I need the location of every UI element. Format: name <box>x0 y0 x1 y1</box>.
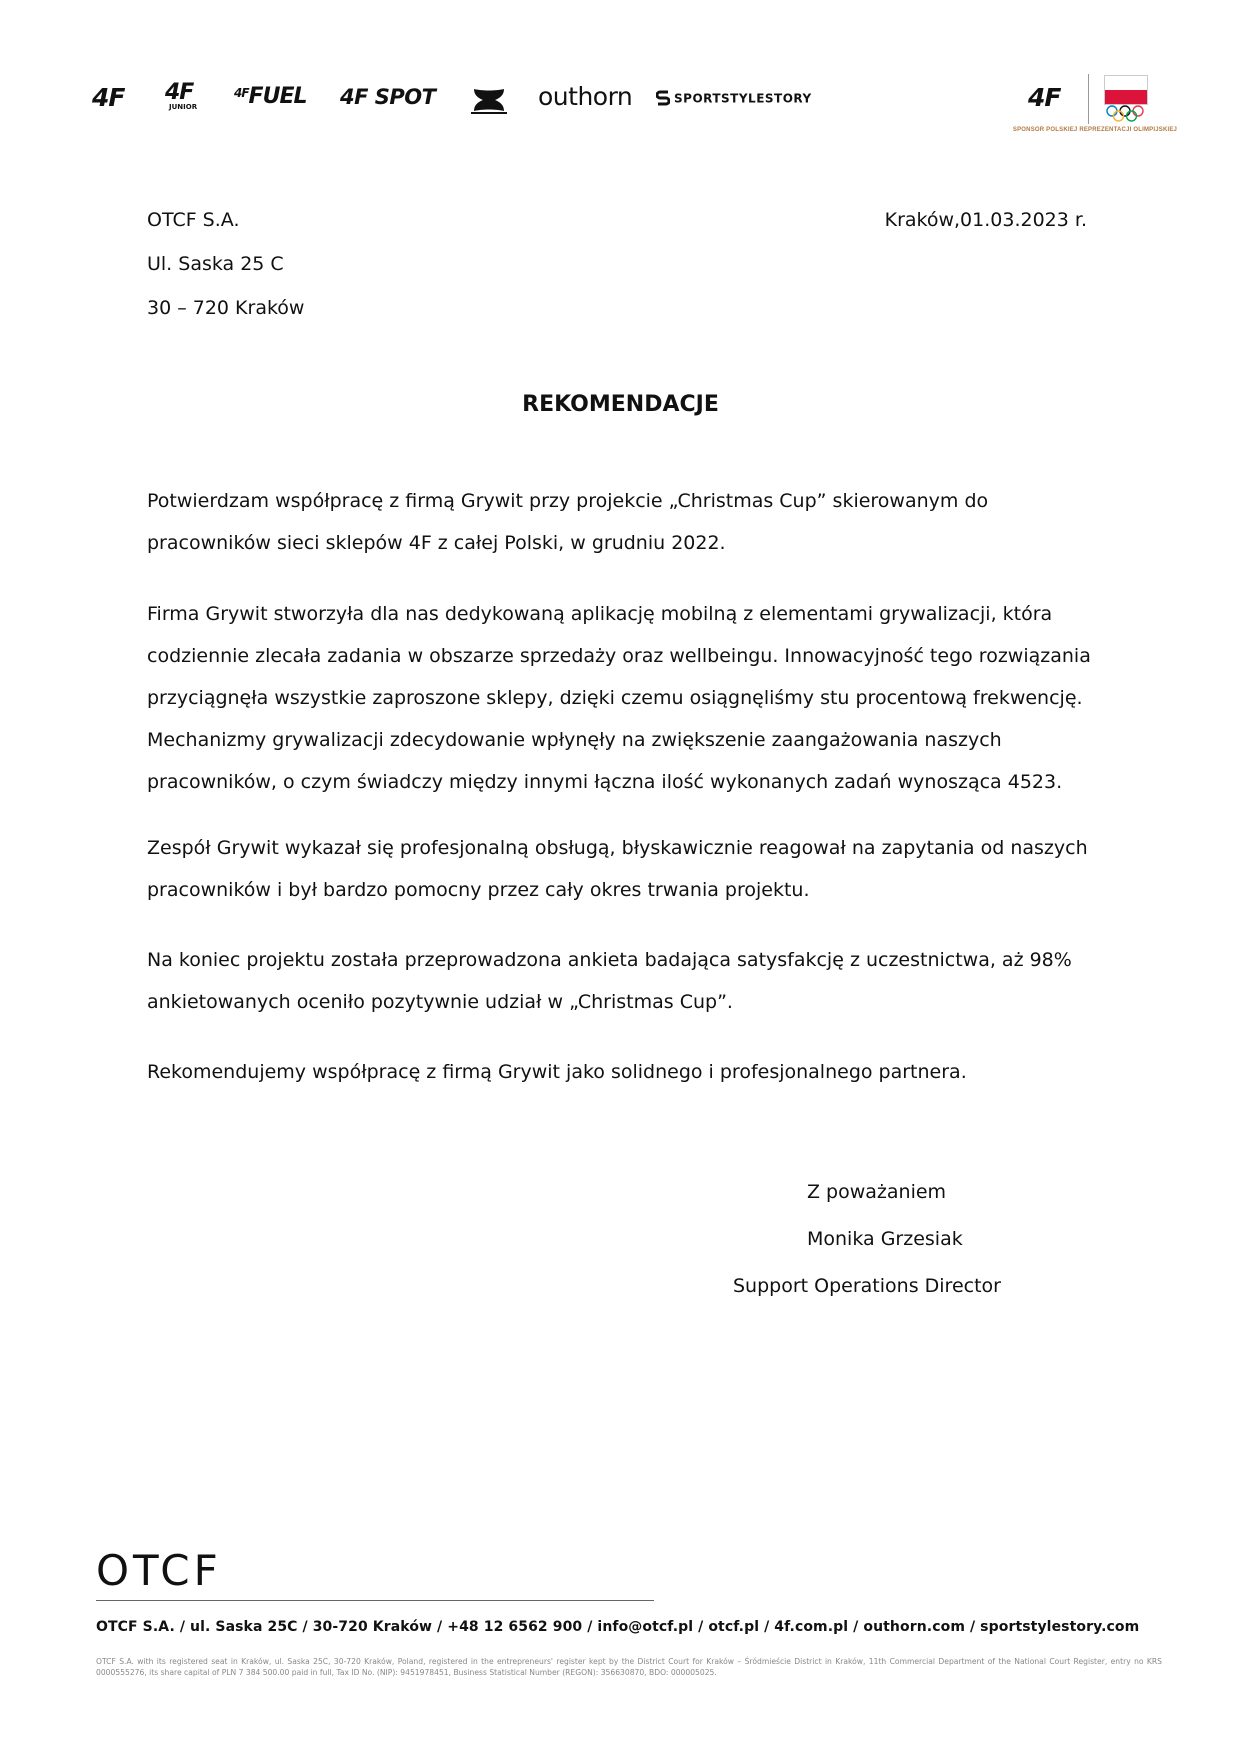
brand-logo-4f-fuel-word: FUEL <box>248 84 307 109</box>
paragraph-line: przyciągnęła wszystkie zaproszone sklepy, dzięki czemu osiągnęliśmy stu procentową frekwencję. <box>147 687 1083 709</box>
paragraph-line: codziennie zlecała zadania w obszarze sprzedaży oraz wellbeingu. Innowacyjność tego rozwiązania <box>147 645 1091 667</box>
closing-phrase: Z poważaniem <box>807 1181 947 1203</box>
paragraph-line: Zespół Grywit wykazał się profesjonalną obsługą, błyskawicznie reagował na zapytania od naszych <box>147 837 1088 859</box>
paragraph-line: pracowników i był bardzo pomocny przez cały okres trwania projektu. <box>147 879 810 901</box>
paragraph-line: pracowników, o czym świadczy między innymi łączna ilość wykonanych zadań wynosząca 4523. <box>147 771 1063 793</box>
paragraph-line: pracowników sieci sklepów 4F z całej Polski, w grudniu 2022. <box>147 532 726 554</box>
footer-divider <box>96 1600 654 1601</box>
signer-title: Support Operations Director <box>733 1275 1001 1297</box>
place-and-date: Kraków,01.03.2023 r. <box>884 209 1087 231</box>
paragraph-line: Rekomendujemy współpracę z firmą Grywit jako solidnego i profesjonalnego partnera. <box>147 1061 967 1083</box>
brand-logo-sportstylestory <box>656 90 812 108</box>
sponsor-caption: SPONSOR POLSKIEJ REPREZENTACJI OLIMPIJSKIEJ <box>1012 127 1178 133</box>
recipient-zip-city: 30 – 720 Kraków <box>147 297 305 319</box>
polish-flag-icon <box>1104 75 1148 105</box>
document-title: REKOMENDACJE <box>522 392 719 417</box>
brand-logo-4f-fuel <box>234 86 307 108</box>
olympic-rings-icon <box>1103 103 1147 125</box>
under-armour-logo-icon <box>468 85 510 115</box>
brand-logo-outhorn: outhorn <box>538 82 633 111</box>
recipient-company: OTCF S.A. <box>147 209 240 231</box>
brand-logo-4f: 4F <box>92 83 125 112</box>
brand-logo-4f-junior-mark: 4F <box>165 80 194 105</box>
footer-legal-text: OTCF S.A. with its registered seat in Kraków, ul. Saska 25C, 30-720 Kraków, Poland, registered in the entrepreneurs' register kept by the District Court for Kraków – Śródmieście District in Kraków, 11th Commercial Department of the National Court Register, entry no KRS 0000555276, its share capital of PLN 7 384 500.00 paid in full, Tax ID No. (NIP): 9451978451, Business Statistical Number (REGON): 356630870, BDO: 000005025. <box>96 1657 1162 1677</box>
brand-logo-4f-junior <box>165 82 197 111</box>
flag-red-stripe <box>1105 90 1147 104</box>
paragraph-line: Mechanizmy grywalizacji zdecydowanie wpłynęły na zwiększenie zaangażowania naszych <box>147 729 1002 751</box>
sponsor-logo-4f: 4F <box>1028 83 1061 112</box>
recipient-street: Ul. Saska 25 C <box>147 253 284 275</box>
sponsor-divider <box>1088 74 1089 124</box>
sportstylestory-mark-icon <box>656 90 670 108</box>
brand-logo-4f-fuel-sup: 4F <box>234 86 249 100</box>
brand-logo-4f-junior-sub: JUNIOR <box>169 103 198 111</box>
flag-white-stripe <box>1105 76 1147 90</box>
paragraph-4 <box>147 939 1097 1023</box>
brand-logo-4f-spot: 4F SPOT <box>340 85 436 109</box>
paragraph-line: ankietowanych oceniło pozytywnie udział w „Christmas Cup”. <box>147 991 733 1013</box>
brand-logo-sportstylestory-text: SPORTSTYLESTORY <box>674 91 812 106</box>
paragraph-3 <box>147 827 1097 911</box>
paragraph-1 <box>147 480 1097 564</box>
paragraph-line: Na koniec projektu została przeprowadzona ankieta badająca satysfakcję z uczestnictwa, aż 98% <box>147 949 1072 971</box>
paragraph-line: Potwierdzam współpracę z firmą Grywit przy projekcie „Christmas Cup” skierowanym do <box>147 490 989 512</box>
footer-otcf-logo: OTCF <box>96 1546 222 1595</box>
paragraph-2 <box>147 593 1097 803</box>
signer-name: Monika Grzesiak <box>807 1228 963 1250</box>
paragraph-5 <box>147 1051 1097 1093</box>
paragraph-line: Firma Grywit stworzyła dla nas dedykowaną aplikację mobilną z elementami grywalizacji, która <box>147 603 1053 625</box>
footer-contact-line: OTCF S.A. / ul. Saska 25C / 30-720 Kraków / +48 12 6562 900 / info@otcf.pl / otcf.pl / 4f.com.pl / outhorn.com / sportstylestory.com <box>96 1619 1140 1635</box>
